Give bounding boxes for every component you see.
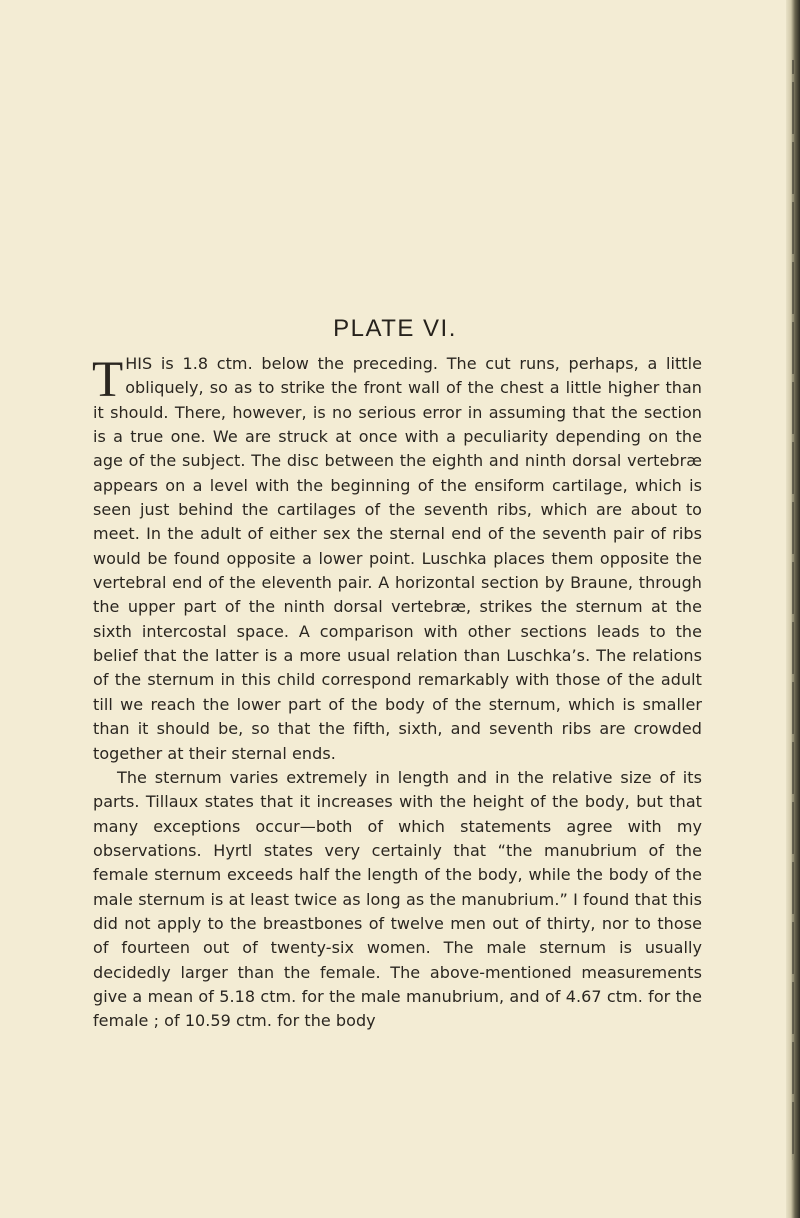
page-edge bbox=[786, 0, 800, 1218]
paragraph-1-text: HIS is 1.8 ctm. below the preceding. The cut runs, perhaps, a little obliquely, so as to strike the front wall of the chest a little higher than it should. There, however, is no serious error in assuming that the section is a true one. We are struck at once with a peculiarity depending on the age of the subject. The disc between the eighth and ninth dorsal vertebræ appears on a level with the beginning of the ensiform cartilage, which is seen just behind the cartilages of the seventh ribs, which are about to meet. In the adult of either sex the sternal end of the seventh pair of ribs would be found opposite a lower point. Luschka places them opposite the vertebral end of the eleventh pair. A horizontal section by Braune, through the upper part of the ninth dorsal vertebræ, strikes the sternum at the sixth intercostal space. A comparison with other sections leads to the belief that the latter is a more usual relation than Luschka’s. The relations of the sternum in this child correspond remarkably with those of the adult till we reach the lower part of the body of the sternum, which is smaller than it should be, so that the fifth, sixth, and seventh ribs are crowded together at their sternal ends. bbox=[93, 354, 702, 763]
paragraph-2: The sternum varies extremely in length and in the relative size of its parts. Tillaux states that it increases with the height of the body, but that many exceptions occur—both of which statements agree with my observations. Hyrtl states very certainly that “the manubrium of the female sternum exceeds half the length of the body, while the body of the male sternum is at least twice as long as the manubrium.” I found that this did not apply to the breastbones of twelve men out of thirty, nor to those of fourteen out of twenty-six women. The male sternum is usually decidedly larger than the female. The above-mentioned measurements give a mean of 5.18 ctm. for the male manubrium, and of 4.67 ctm. for the female ; of 10.59 ctm. for the body bbox=[93, 767, 702, 1031]
drop-cap: T bbox=[92, 352, 124, 408]
paragraph-1 bbox=[93, 352, 702, 766]
body-text bbox=[93, 352, 702, 1034]
plate-title: PLATE VI. bbox=[333, 315, 457, 342]
binding-shadow bbox=[792, 60, 794, 1160]
